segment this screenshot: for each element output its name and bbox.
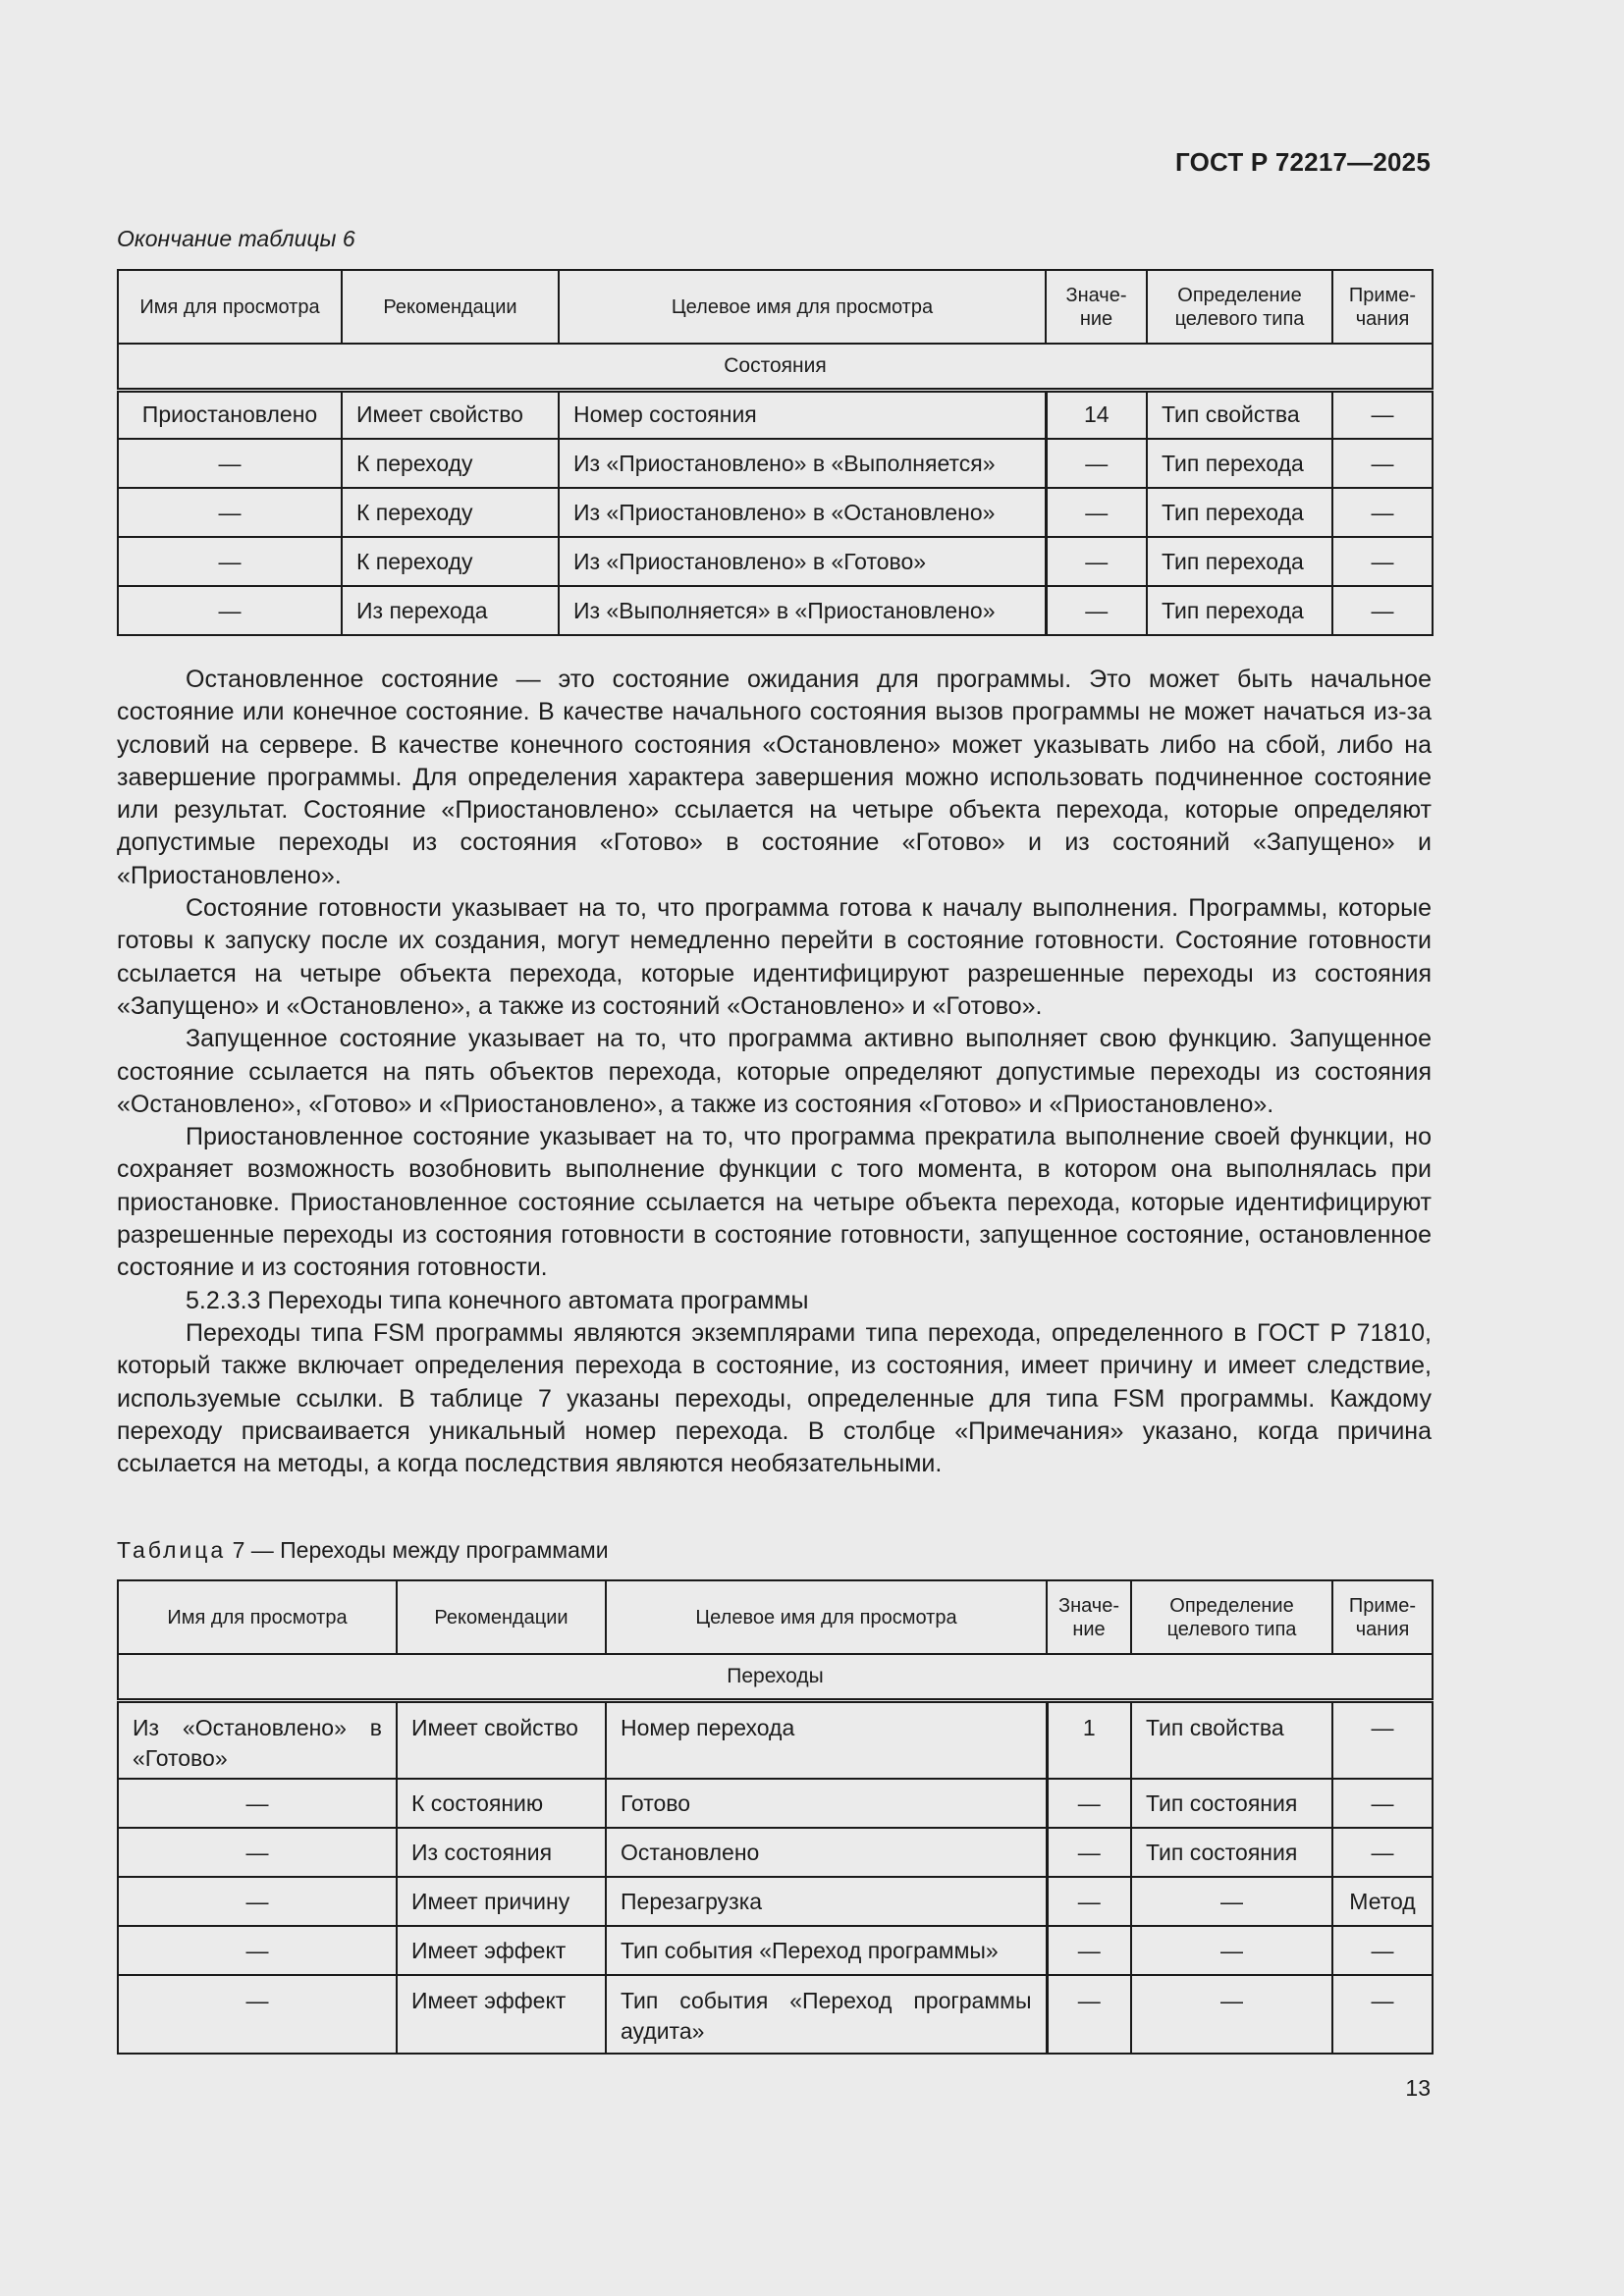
column-header: Рекомендации: [397, 1580, 606, 1654]
table-cell: Приостановлено: [118, 390, 342, 439]
table-cell: Перезагрузка: [606, 1877, 1047, 1926]
table-cell: Из перехода: [342, 586, 559, 635]
table-cell: Имеет причину: [397, 1877, 606, 1926]
table-cell: —: [1047, 1975, 1131, 2054]
table-cell: —: [118, 1779, 397, 1828]
table-cell: —: [118, 537, 342, 586]
column-header: Определение целевого типа: [1131, 1580, 1332, 1654]
table-cell: Тип перехода: [1147, 439, 1332, 488]
table-cell: —: [1332, 439, 1433, 488]
column-header: Приме-чания: [1332, 270, 1433, 344]
table-cell: 1: [1047, 1700, 1131, 1779]
table-cell: —: [1332, 537, 1433, 586]
table-cell: —: [1332, 1828, 1433, 1877]
table-cell: —: [118, 1828, 397, 1877]
table-cell: —: [1047, 1877, 1131, 1926]
table7-caption-label: Таблица: [117, 1537, 227, 1563]
table-cell: —: [1047, 1926, 1131, 1975]
table-cell: —: [1332, 488, 1433, 537]
table-cell: Метод: [1332, 1877, 1433, 1926]
table-cell: Имеет эффект: [397, 1926, 606, 1975]
page-number: 13: [1405, 2075, 1431, 2101]
table-section-row: [118, 1654, 1433, 1700]
table-row: [118, 1975, 1433, 2054]
table-cell: Готово: [606, 1779, 1047, 1828]
table-cell: Из «Приостановлено» в «Выполняется»: [559, 439, 1046, 488]
column-header: Значе-ние: [1046, 270, 1147, 344]
table-cell: Номер перехода: [606, 1700, 1047, 1779]
table-row: [118, 1779, 1433, 1828]
table-cell: Тип перехода: [1147, 488, 1332, 537]
table-row: [118, 1926, 1433, 1975]
table-cell: Имеет свойство: [397, 1700, 606, 1779]
table-cell: Из «Приостановлено» в «Готово»: [559, 537, 1046, 586]
column-header: Приме-чания: [1332, 1580, 1433, 1654]
table-cell: Остановлено: [606, 1828, 1047, 1877]
table-cell: Номер состояния: [559, 390, 1046, 439]
table-row: [118, 537, 1433, 586]
table-header-row: [118, 1580, 1433, 1654]
table-cell: —: [1047, 1779, 1131, 1828]
column-header: Имя для просмотра: [118, 270, 342, 344]
section-title: Состояния: [118, 344, 1433, 390]
table7-caption-title: 7 — Переходы между программами: [232, 1537, 609, 1563]
table-cell: —: [118, 1975, 397, 2054]
table-row: [118, 439, 1433, 488]
table-row: [118, 1828, 1433, 1877]
table-row: [118, 390, 1433, 439]
paragraph: Приостановленное состояние указывает на то, что программа прекратила выполнение своей функции, но сохраняет возможность возобновить выполнение функции с того момента, в котором она выполнялась при приостановке. Приостановленное состояние ссылается на четыре объекта перехода, которые идентифицируют разрешенные переходы из состояния готовности в состояние готовности, запущенное состояние, остановленное состояние и из состояния готовности.: [117, 1123, 1432, 1282]
column-header: Определение целевого типа: [1147, 270, 1332, 344]
table6-caption: Окончание таблицы 6: [117, 226, 355, 251]
table-cell: —: [1332, 390, 1433, 439]
column-header: Рекомендации: [342, 270, 559, 344]
column-header: Целевое имя для просмотра: [606, 1580, 1047, 1654]
table-cell: —: [118, 439, 342, 488]
table-cell: Тип события «Переход программы»: [606, 1926, 1047, 1975]
table-cell: —: [1332, 586, 1433, 635]
column-header: Значе-ние: [1047, 1580, 1131, 1654]
table-6: [117, 269, 1434, 636]
table-cell: —: [1046, 586, 1147, 635]
table-cell: —: [118, 1877, 397, 1926]
table-cell: —: [1332, 1700, 1433, 1779]
paragraph: Запущенное состояние указывает на то, что программа активно выполняет свою функцию. Запущенное состояние ссылается на пять объектов перехода, которые определяют допустимые переходы из состояния «Остановлено», «Готово» и «Приостановлено», а также из состояния «Готово» и «Приостановлено».: [117, 1025, 1432, 1118]
table-cell: К переходу: [342, 488, 559, 537]
table-cell: —: [118, 488, 342, 537]
table-cell: Из состояния: [397, 1828, 606, 1877]
table-cell: Тип состояния: [1131, 1779, 1332, 1828]
table-cell: —: [1047, 1828, 1131, 1877]
table-cell: Тип свойства: [1131, 1700, 1332, 1779]
table-cell: —: [1131, 1975, 1332, 2054]
table-cell: —: [1332, 1926, 1433, 1975]
table-cell: —: [1332, 1975, 1433, 2054]
table-cell: —: [118, 1926, 397, 1975]
paragraph: Переходы типа FSM программы являются экземплярами типа перехода, определенного в ГОСТ Р 71810, который также включает определения перехода в состояние, из состояния, имеет причину и имеет следствие, используемые ссылки. В таблице 7 указаны переходы, определенные для типа FSM программы. Каждому переходу присваивается уникальный номер перехода. В столбце «Примечания» указано, когда причина ссылается на методы, а когда последствия являются необязательными.: [117, 1318, 1432, 1478]
table-cell: —: [1131, 1877, 1332, 1926]
standard-number: ГОСТ Р 72217—2025: [1175, 147, 1431, 177]
table-section-row: [118, 344, 1433, 390]
table-cell: Из «Остановлено» в «Готово»: [118, 1700, 397, 1779]
paragraph: Состояние готовности указывает на то, что программа готова к началу выполнения. Программы, которые готовы к запуску после их создания, могут немедленно перейти в состояние готовности. Состояние готовности ссылается на четыре объекта перехода, которые идентифицируют разрешенные переходы из состояния «Запущено» и «Остановлено», а также из состояний «Остановлено» и «Готово».: [117, 894, 1432, 1020]
table-cell: К состоянию: [397, 1779, 606, 1828]
table-cell: Из «Приостановлено» в «Остановлено»: [559, 488, 1046, 537]
table7-caption: [117, 1537, 609, 1564]
table-cell: Тип свойства: [1147, 390, 1332, 439]
table-cell: Имеет свойство: [342, 390, 559, 439]
column-header: Имя для просмотра: [118, 1580, 397, 1654]
table-cell: —: [1332, 1779, 1433, 1828]
table-row: [118, 1877, 1433, 1926]
section-heading: 5.2.3.3 Переходы типа конечного автомата программы: [186, 1286, 809, 1314]
table-row: [118, 488, 1433, 537]
table-cell: Тип события «Переход программы аудита»: [606, 1975, 1047, 2054]
table-row: [118, 586, 1433, 635]
table-row: [118, 1700, 1433, 1779]
table-cell: —: [1046, 537, 1147, 586]
table-header-row: [118, 270, 1433, 344]
table-cell: 14: [1046, 390, 1147, 439]
section-title: Переходы: [118, 1654, 1433, 1700]
table-cell: Тип перехода: [1147, 537, 1332, 586]
table-7: [117, 1579, 1434, 2055]
table-cell: Имеет эффект: [397, 1975, 606, 2054]
table-cell: —: [118, 586, 342, 635]
column-header: Целевое имя для просмотра: [559, 270, 1046, 344]
table-cell: К переходу: [342, 537, 559, 586]
table-cell: Из «Выполняется» в «Приостановлено»: [559, 586, 1046, 635]
paragraph: Остановленное состояние — это состояние ожидания для программы. Это может быть начальное состояние или конечное состояние. В качестве начального состояния вызов программы не может начаться из-за условий на сервере. В качестве конечного состояния «Остановлено» может указывать либо на сбой, либо на завершение программы. Для определения характера завершения можно использовать подчиненное состояние или результат. Состояние «Приостановлено» ссылается на четыре объекта перехода, которые определяют допустимые переходы из состояния «Готово» в состояние «Готово» и из состояний «Запущено» и «Приостановлено».: [117, 666, 1432, 889]
table-cell: —: [1131, 1926, 1332, 1975]
body-text: [117, 664, 1432, 1480]
table-cell: Тип состояния: [1131, 1828, 1332, 1877]
table-cell: —: [1046, 439, 1147, 488]
table-cell: —: [1046, 488, 1147, 537]
table-cell: К переходу: [342, 439, 559, 488]
table-cell: Тип перехода: [1147, 586, 1332, 635]
